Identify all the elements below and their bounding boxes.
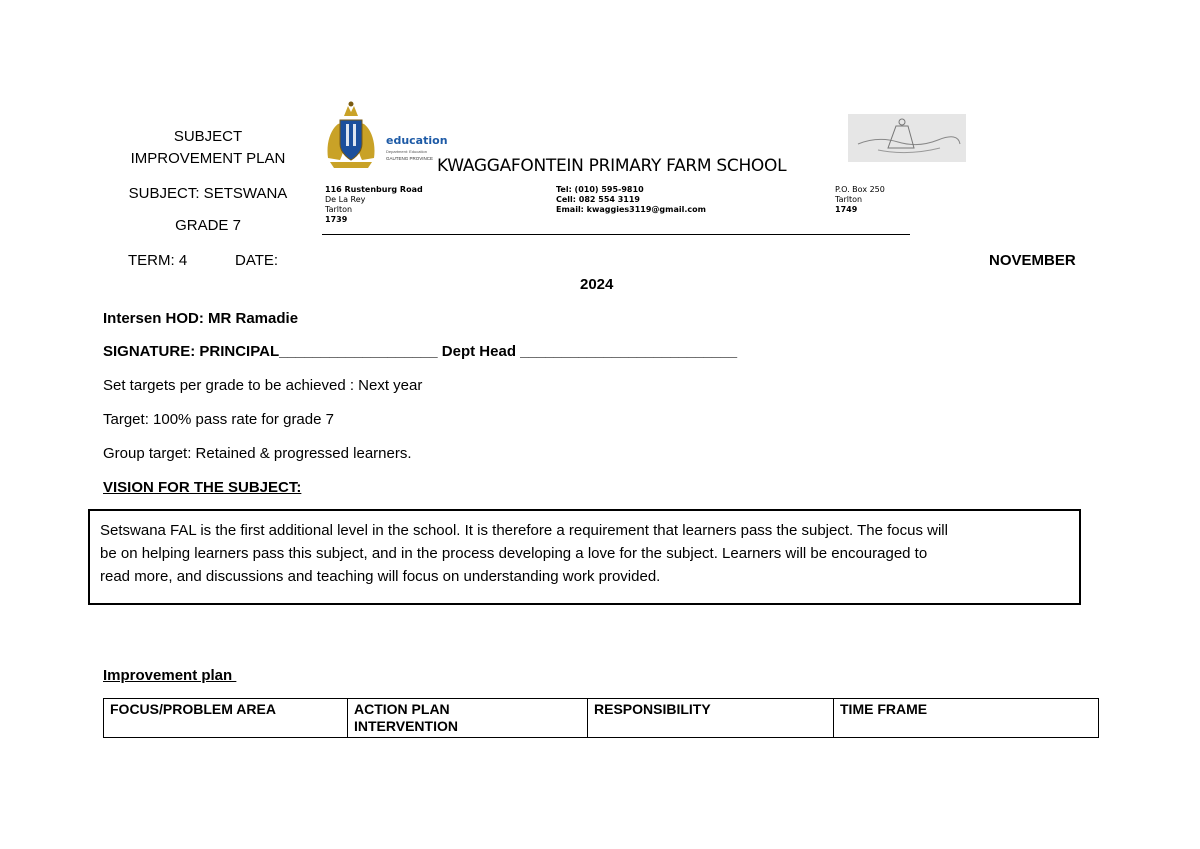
target-pass-rate: Target: 100% pass rate for grade 7	[103, 411, 334, 428]
title-line-1: SUBJECT	[173, 128, 243, 145]
column-header-label: INTERVENTION	[354, 718, 458, 734]
dept-head-signature: Dept Head __________________________	[441, 343, 738, 360]
grade-label: GRADE 7	[175, 217, 241, 234]
vision-text-box	[88, 509, 1081, 605]
education-logo	[322, 100, 448, 170]
address-line: De La Rey	[325, 195, 366, 204]
improvement-plan-heading: Improvement plan	[103, 667, 237, 684]
column-header-label: RESPONSIBILITY	[594, 701, 711, 717]
address-line: Tarlton	[325, 205, 353, 214]
principal-signature: SIGNATURE: PRINCIPAL___________________	[103, 343, 438, 360]
target-next-year: Set targets per grade to be achieved : Next year	[103, 377, 423, 394]
column-header-label: FOCUS/PROBLEM AREA	[110, 701, 276, 717]
logo-subtext-1: Department: Education	[386, 149, 427, 154]
column-header-label: ACTION PLAN	[354, 701, 450, 717]
school-contact	[556, 185, 706, 215]
improvement-plan-table	[103, 698, 1099, 738]
column-focus-problem-area	[104, 699, 348, 738]
date-month: NOVEMBER	[989, 252, 1076, 269]
column-responsibility	[588, 699, 834, 738]
email-line: Email: kwaggies3119@gmail.com	[556, 205, 706, 214]
stamp-icon	[848, 114, 966, 162]
date-year: 2024	[580, 276, 614, 293]
table-header-row	[104, 699, 1099, 738]
logo-text: education	[386, 134, 448, 147]
phone-line: Tel: (010) 595-9810	[556, 185, 644, 194]
vision-line: be on helping learners pass this subject, and in the process developing a love for the subject. Learners will be encouraged to	[100, 545, 928, 562]
stamp-image	[848, 114, 966, 162]
document-title	[110, 126, 306, 170]
logo-subtext-2: GAUTENG PROVINCE	[386, 156, 434, 161]
vision-line: Setswana FAL is the first additional level in the school. It is therefore a requirement that learners pass the subject. The focus will	[100, 522, 948, 539]
po-box-line: Tarlton	[835, 195, 863, 204]
cell-line: Cell: 082 554 3119	[556, 195, 640, 204]
school-po-box	[835, 185, 885, 215]
vision-line: read more, and discussions and teaching will focus on understanding work provided.	[100, 568, 661, 585]
column-time-frame	[834, 699, 1099, 738]
vision-heading: VISION FOR THE SUBJECT:	[103, 479, 302, 496]
column-header-label: TIME FRAME	[840, 701, 928, 717]
date-label: DATE:	[235, 252, 279, 269]
target-group: Group target: Retained & progressed learners.	[103, 445, 412, 462]
po-box-line: P.O. Box 250	[835, 185, 885, 194]
signature-line	[103, 343, 737, 360]
address-line: 116 Rustenburg Road	[325, 185, 423, 194]
column-action-plan	[348, 699, 588, 738]
school-name: KWAGGAFONTEIN PRIMARY FARM SCHOOL	[437, 156, 787, 176]
hod-line: Intersen HOD: MR Ramadie	[103, 310, 299, 327]
subject-label: SUBJECT: SETSWANA	[128, 185, 288, 202]
title-line-2: IMPROVEMENT PLAN	[130, 150, 286, 167]
school-address	[325, 185, 423, 225]
address-line: 1739	[325, 215, 348, 224]
po-box-line: 1749	[835, 205, 858, 214]
header-divider	[322, 234, 910, 235]
term-label: TERM: 4	[128, 252, 188, 269]
